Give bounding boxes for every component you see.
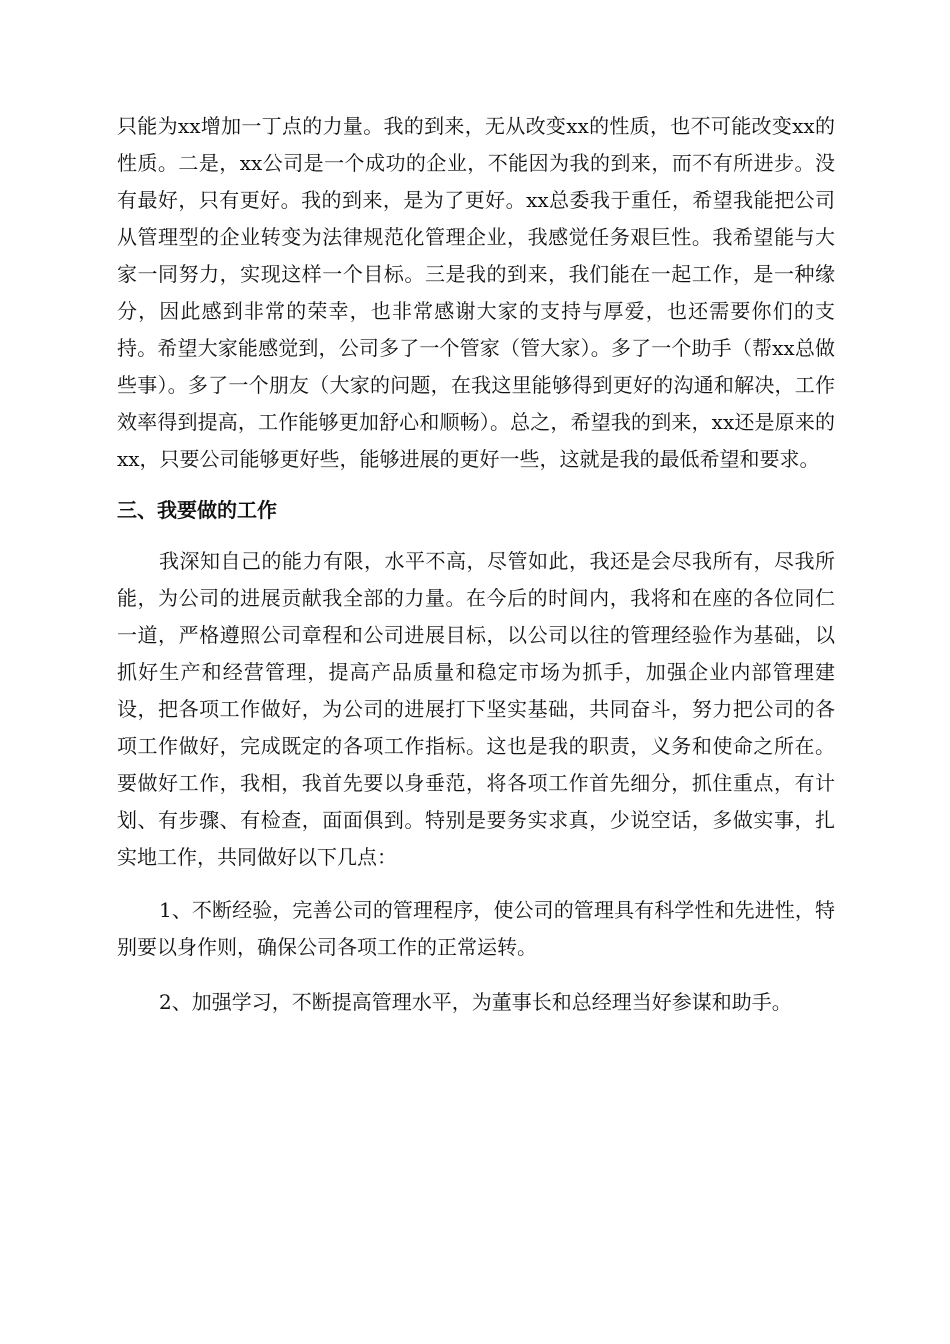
- list-item: 1、不断经验，完善公司的管理程序，使公司的管理具有科学性和先进性，特别要以身作则，确保公司各项工作的正常运转。: [117, 898, 835, 959]
- document-body: [117, 108, 835, 1021]
- body-paragraph: 只能为xx增加一丁点的力量。我的到来，无从改变xx的性质，也不可能改变xx的性质。二是，xx公司是一个成功的企业，不能因为我的到来，而不有所进步。没有最好，只有更好。我的到来，是为了更好。xx总委我于重任，希望我能把公司从管理型的企业转变为法律规范化管理企业，我感觉任务艰巨性。我希望能与大家一同努力，实现这样一个目标。三是我的到来，我们能在一起工作，是一种缘分，因此感到非常的荣幸，也非常感谢大家的支持与厚爱，也还需要你们的支持。希望大家能感觉到，公司多了一个管家（管大家）。多了一个助手（帮xx总做些事）。多了一个朋友（大家的问题，在我这里能够得到更好的沟通和解决，工作效率得到提高，工作能够更加舒心和顺畅）。总之，希望我的到来，xx还是原来的xx，只要公司能够更好些，能够进展的更好一些，这就是我的最低希望和要求。: [117, 114, 835, 471]
- section-heading: 三、我要做的工作: [117, 498, 277, 522]
- list-item: 2、加强学习，不断提高管理水平，为董事长和总经理当好参谋和助手。: [159, 990, 792, 1014]
- body-paragraph: 我深知自己的能力有限，水平不高，尽管如此，我还是会尽我所有，尽我所能，为公司的进展贡献我全部的力量。在今后的时间内，我将和在座的各位同仁一道，严格遵照公司章程和公司进展目标，以公司以往的管理经验作为基础，以抓好生产和经营管理，提高产品质量和稳定市场为抓手，加强企业内部管理建设，把各项工作做好，为公司的进展打下坚实基础，共同奋斗，努力把公司的各项工作做好，完成既定的各项工作指标。这也是我的职责，义务和使命之所在。要做好工作，我相，我首先要以身垂范，将各项工作首先细分，抓住重点，有计划、有步骤、有检查，面面俱到。特别是要务实求真，少说空话，多做实事，扎实地工作，共同做好以下几点：: [117, 549, 835, 869]
